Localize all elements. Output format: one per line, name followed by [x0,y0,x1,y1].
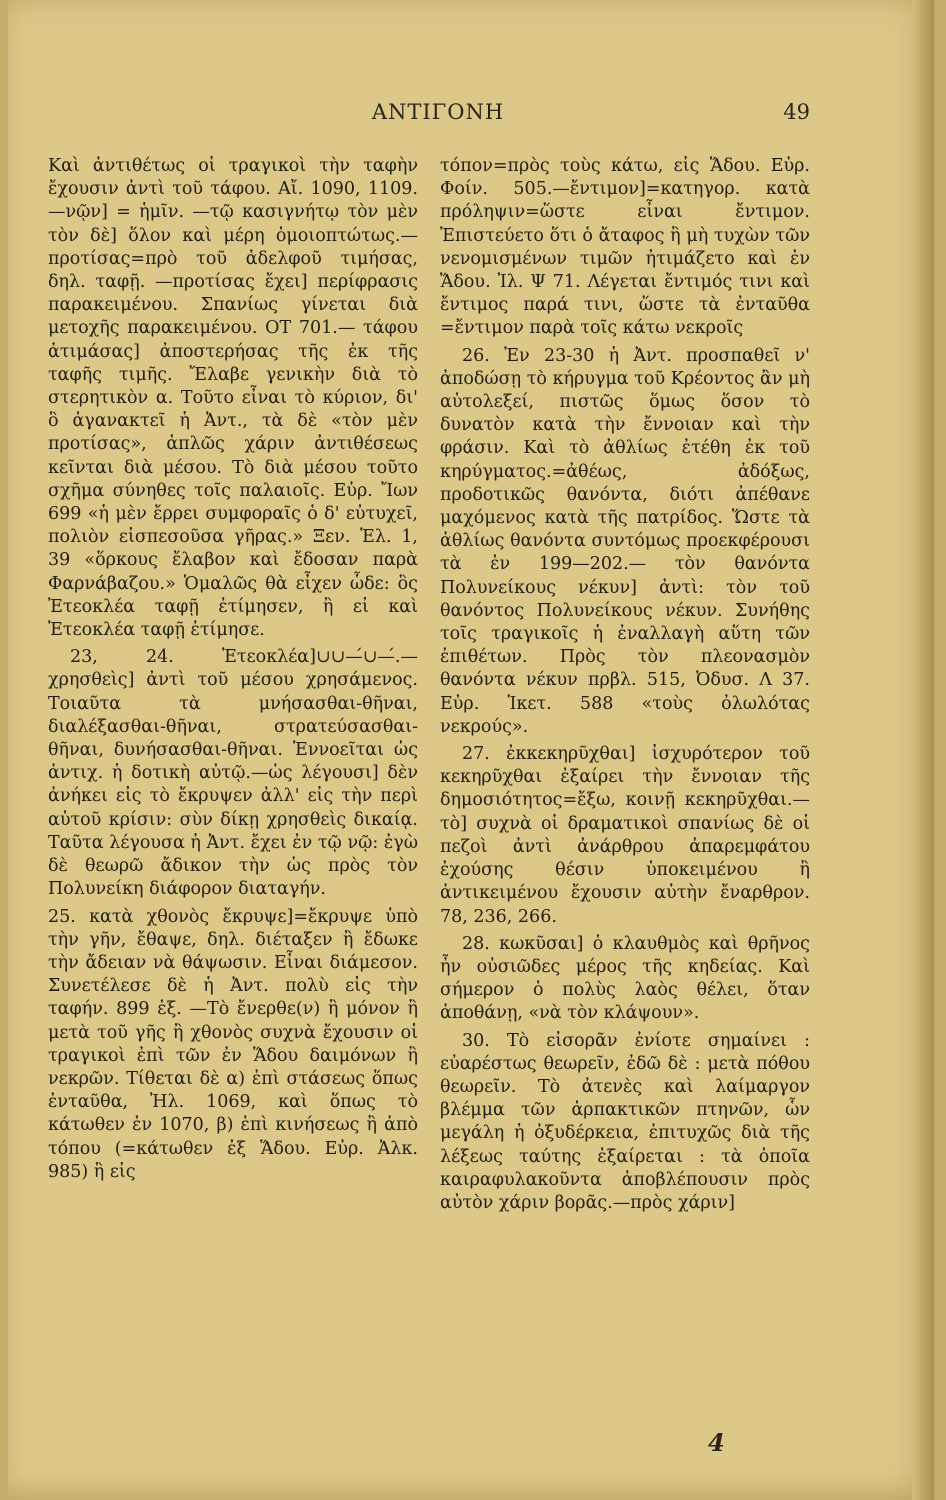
page-number: 49 [783,100,810,124]
signature-mark: 4 [708,1428,725,1457]
paragraph: τόπον=πρὸς τοὺς κάτω, εἰς Ἅδου. Εὐρ. Φοίν. 505.—ἔντιμον]=κατηγορ. κατὰ πρόληψιν=ὥστε εἶναι ἔντιμον. Ἐπιστεύετο ὅτι ὁ ἄταφος ἢ μὴ τυχὼν τῶν νενομισμένων τιμῶν ἠτιμάζετο καὶ ἐν Ἅδου. Ἰλ. Ψ 71. Λέγεται ἔντιμός τινι καὶ ἔντιμος παρά τινι, ὥστε τὰ ἐνταῦθα =ἔντιμον παρὰ τοῖς κάτω νεκροῖς [440,156,810,339]
paragraph: 27. ἐκκεκηρῦχθαι] ἰσχυρότερον τοῦ κεκηρῦχθαι ἐξαίρει τὴν ἔννοιαν τῆς δημοσιότητος=ἔξω, κοινῇ κεκηρῦχθαι.—τὸ] συχνὰ οἱ δραματικοὶ σπανίως δὲ οἱ πεζοὶ ἀντὶ ἀνάρθρου ἀπαρεμφάτου ἐχούσης θέσιν ὑποκειμένου ἢ ἀντικειμένου ἔχουσιν αὐτὴν ἔναρθρον. 78, 236, 266. [440,744,810,927]
paragraph: 26. Ἐν 23-30 ἡ Ἀντ. προσπαθεῖ ν' ἀποδώσῃ τὸ κήρυγμα τοῦ Κρέοντος ἂν μὴ αὐτολεξεί, πιστῶς ὅμως ὅσον τὸ δυνατὸν κατὰ τὴν ἔννοιαν καὶ τὴν φράσιν. Καὶ τὸ ἀθλίως ἐτέθη ἐκ τοῦ κηρύγματος.=ἀθέως, ἀδόξως, προδοτικῶς θανόντα, διότι ἀπέθανε μαχόμενος κατὰ τῆς πατρίδος. Ὥστε τὰ ἀθλίως θανόντα συντόμως προεκφέρουσι τὰ ἐν 199—202.— τὸν θανόντα Πολυνείκους νέκυν] ἀντὶ: τὸν τοῦ θανόντος Πολυνείκους νέκυν. Συνήθης τοῖς τραγικοῖς ἡ ἐναλλαγὴ αὕτη τῶν ἐπιθέτων. Πρὸς τὸν πλεονασμὸν θανόντα νέκυν πρβλ. 515, Ὀδυσ. Λ 37. Εὐρ. Ἱκετ. 588 «τοὺς ὀλωλότας νεκρούς». [440,345,810,737]
page-header [8,100,934,132]
left-column [48,155,418,1188]
paragraph: 23, 24. Ἐτεοκλέα]∪∪—́∪—́.— χρησθεὶς] ἀντὶ τοῦ μέσου χρησάμενος. Τοιαῦτα τὰ μνήσασθαι-θῆναι, διαλέξασθαι-θῆναι, στρατεύσασθαι-θῆναι, δυνήσασθαι-θῆναι. Ἐννοεῖται ὡς ἀντιχ. ἡ δοτικὴ αὐτῷ.—ὡς λέγουσι] δὲν ἀνήκει εἰς τὸ ἔκρυψεν ἀλλ' εἰς τὴν περὶ αὐτοῦ κρίσιν: σὺν δίκῃ χρησθεὶς δικαίᾳ. Ταῦτα λέγουσα ἡ Ἀντ. ἔχει ἐν τῷ νῷ: ἐγὼ δὲ θεωρῶ ἄδικον τὴν ὡς πρὸς τὸν Πολυνείκη διάφορον διαταγήν. [48,647,418,900]
running-title: ΑΝΤΙΓΟΝΗ [371,100,505,124]
paragraph: Καὶ ἀντιθέτως οἱ τραγικοὶ τὴν ταφὴν ἔχουσιν ἀντὶ τοῦ τάφου. Αἴ. 1090, 1109.—νῷν] = ἡμῖν. —τῷ κασιγνήτῳ τὸν μὲν τὸν δὲ] ὅλον καὶ μέρη ὁμοιοπτώτως.—προτίσας=πρὸ τοῦ ἀδελφοῦ τιμήσας, δηλ. ταφῇ. —προτίσας ἔχει] περίφρασις παρακειμένου. Σπανίως γίνεται διὰ μετοχῆς παρακειμένου. ΟΤ 701.— τάφου ἀτιμάσας] ἀποστερήσας τῆς ἐκ τῆς ταφῆς τιμῆς. Ἔλαβε γενικὴν διὰ τὸ στερητικὸν α. Τοῦτο εἶναι τὸ κύριον, δι' ὃ ἀγανακτεῖ ἡ Ἀντ., τὰ δὲ «τὸν μὲν προτίσας», ἁπλῶς χάριν ἀντιθέσεως κεῖνται διὰ μέσου. Τὸ διὰ μέσου τοῦτο σχῆμα σύνηθες τοῖς παλαιοῖς. Εὐρ. Ἴων 699 «ἡ μὲν ἔρρει συμφοραῖς ὁ δ' εὐτυχεῖ, πολιὸν εἰσπεσοῦσα γῆρας.» Ξεν. Ἑλ. 1, 39 «ὅρκους ἔλαβον καὶ ἔδοσαν παρὰ Φαρνάβαζου.» Ὁμαλῶς θὰ εἶχεν ὧδε: ὃς Ἐτεοκλέα ταφῇ ἐτίμησεν, ἢ εἰ καὶ Ἐτεοκλέα ταφῇ ἐτίμησε. [48,156,418,641]
paragraph: 28. κωκῦσαι] ὁ κλαυθμὸς καὶ θρῆνος ἦν οὐσιῶδες μέρος τῆς κηδείας. Καὶ σήμερον ὁ πολὺς λαὸς θέλει, ὅταν ἀποθάνῃ, «νὰ τὸν κλάψουν». [440,933,810,1024]
right-column [440,155,810,1219]
page-spine-shadow [912,0,934,1500]
paragraph: 25. κατὰ χθονὸς ἔκρυψε]=ἔκρυψε ὑπὸ τὴν γῆν, ἔθαψε, δηλ. διέταξεν ἢ ἔδωκε τὴν ἄδειαν νὰ θάψωσιν. Εἶναι διάμεσον. Συνετέλεσε δὲ ἡ Ἀντ. πολὺ εἰς τὴν ταφήν. 899 ἑξ. —Τὸ ἔνερθε(ν) ἢ μόνον ἢ μετὰ τοῦ γῆς ἢ χθονὸς συχνὰ ἔχουσιν οἱ τραγικοὶ ἐπὶ τῶν ἐν Ἅδου δαιμόνων ἢ νεκρῶν. Τίθεται δὲ α) ἐπὶ στάσεως ὅπως ἐνταῦθα, Ἠλ. 1069, καὶ ὅπως τὸ κάτωθεν ἐν 1070, β) ἐπὶ κινήσεως ἢ ἀπὸ τόπου (=κάτωθεν ἐξ Ἅδου. Εὐρ. Ἀλκ. 985) ἢ εἰς [48,906,418,1182]
paragraph: 30. Τὸ εἰσορᾶν ἐνίοτε σημαίνει : εὐαρέστως θεωρεῖν, ἐδῶ δὲ : μετὰ πόθου θεωρεῖν. Τὸ ἀτενὲς καὶ λαίμαργον βλέμμα τῶν ἁρπακτικῶν πτηνῶν, ὧν μεγάλη ἡ ὀξυδέρκεια, ἐπιτυχῶς διὰ τῆς λέξεως ταύτης ἐξαίρεται : τὰ ὁποῖα καιραφυλακοῦντα ἀποβλέπουσιν πρὸς αὐτὸν χάριν βορᾶς.—πρὸς χάριν] [440,1030,810,1213]
book-page [8,0,934,1500]
